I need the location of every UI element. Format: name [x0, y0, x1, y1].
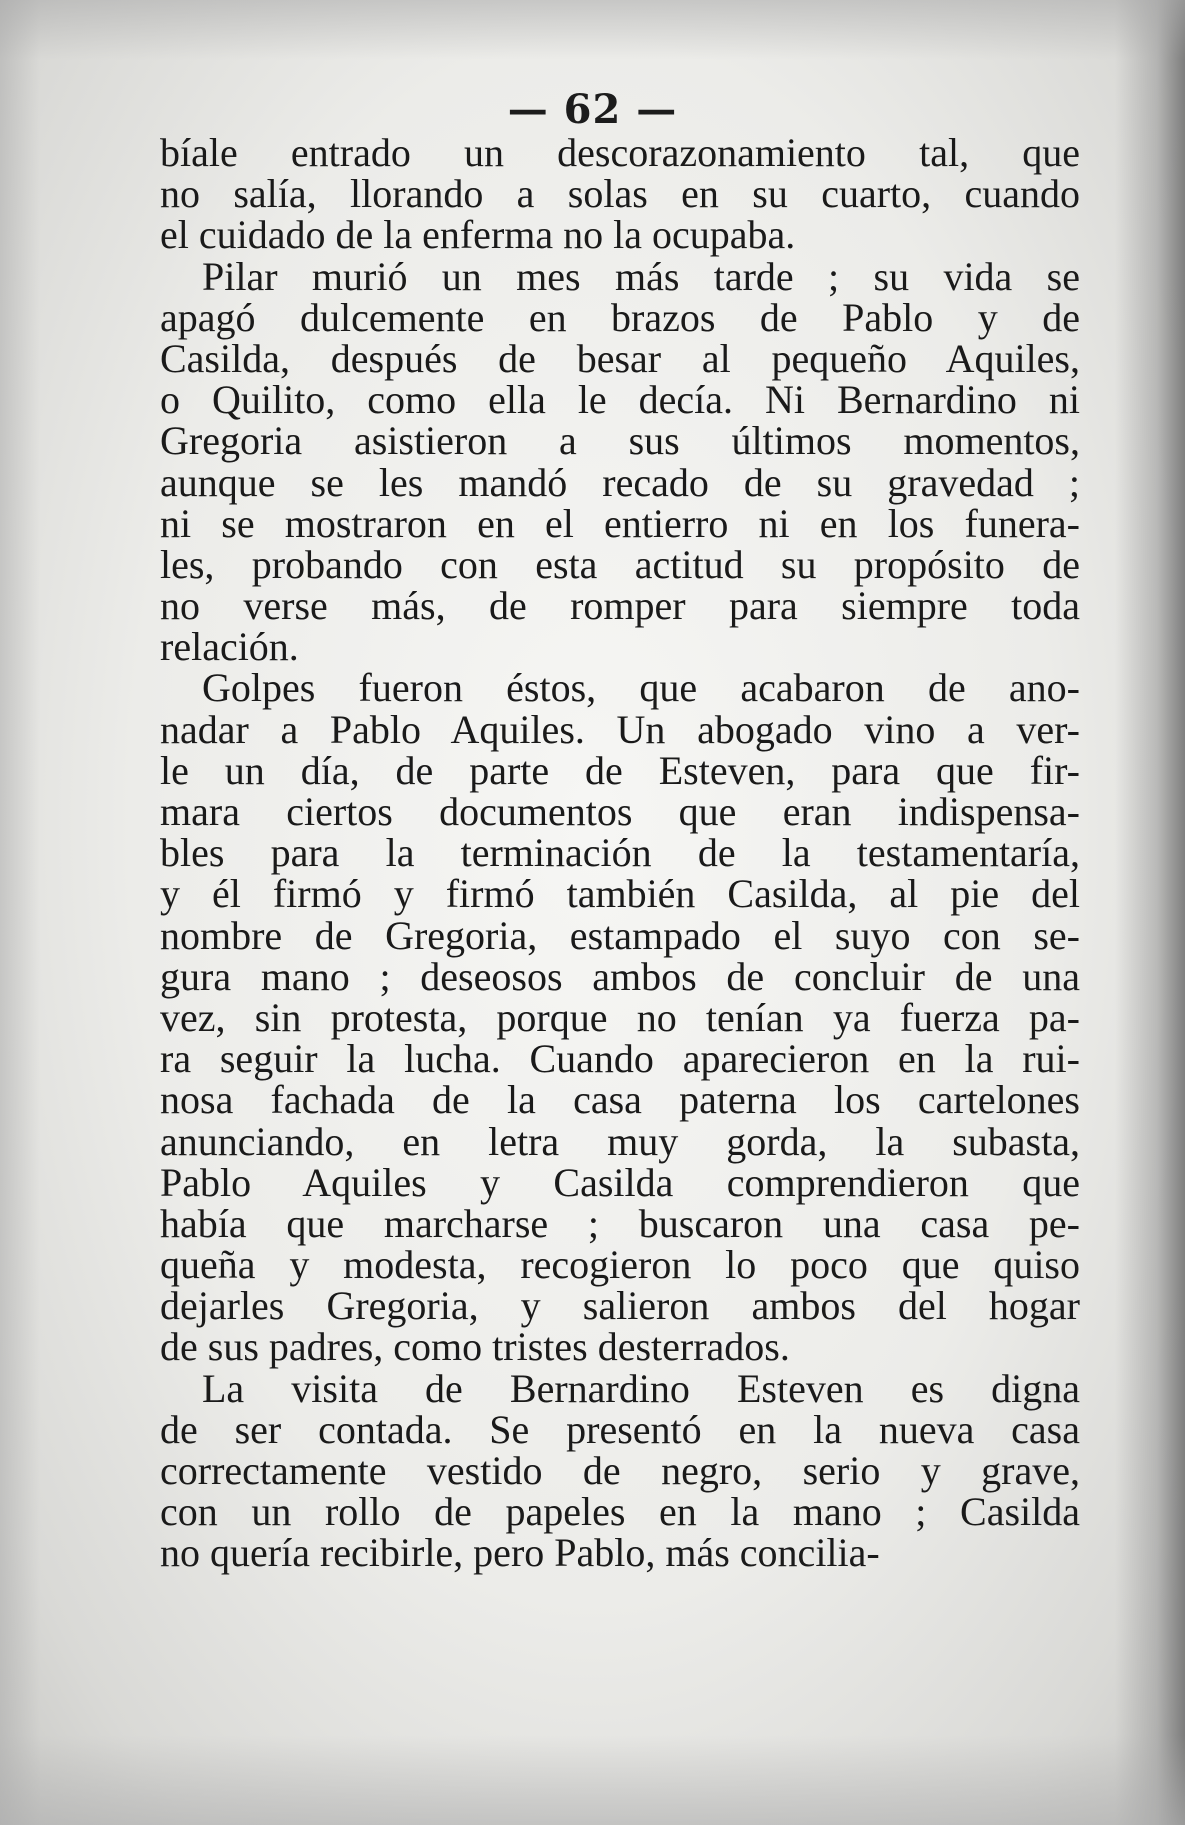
paragraph: [160, 1365, 1080, 1576]
body-text: [160, 132, 1080, 1574]
page-shadow-top: [0, 0, 1185, 60]
text-line: de ser contada. Se presentó en la nueva casa: [160, 1406, 1080, 1452]
text-line: relación.: [160, 624, 299, 670]
page-shadow-left: [0, 0, 40, 1825]
page-shadow-bottom: [0, 1735, 1185, 1825]
text-line: anunciando, en letra muy gorda, la subasta,: [160, 1118, 1080, 1164]
text-line: queña y modesta, recogieron lo poco que quiso: [160, 1242, 1080, 1288]
paragraph: [160, 665, 1080, 1370]
text-line: no verse más, de romper para siempre toda: [160, 583, 1080, 629]
text-line: no salía, llorando a solas en su cuarto, cuando: [160, 171, 1080, 217]
text-line: Gregoria asistieron a sus últimos momentos,: [160, 418, 1080, 464]
text-line: mara ciertos documentos que eran indispensa-: [160, 789, 1080, 834]
text-line: La visita de Bernardino Esteven es digna: [202, 1365, 1080, 1411]
text-line: Golpes fueron éstos, que acabaron de ano-: [202, 665, 1080, 711]
page-shadow-right: [1115, 0, 1185, 1825]
text-line: apagó dulcemente en brazos de Pablo y de: [160, 294, 1080, 340]
text-line: nombre de Gregoria, estampado el suyo con se-: [160, 912, 1080, 958]
text-line: o Quilito, como ella le decía. Ni Bernardino ni: [160, 377, 1080, 423]
text-line: nadar a Pablo Aquiles. Un abogado vino a ver-: [160, 706, 1080, 752]
text-line: bles para la terminación de la testamentaría,: [160, 830, 1080, 876]
text-line: y él firmó y firmó también Casilda, al pie del: [160, 871, 1080, 917]
text-line: les, probando con esta actitud su propósito de: [160, 541, 1080, 587]
text-line: correctamente vestido de negro, serio y grave,: [160, 1448, 1080, 1493]
paragraph: [160, 132, 1080, 256]
text-line: ni se mostraron en el entierro ni en los funera-: [160, 500, 1080, 546]
paragraph: [160, 253, 1080, 670]
page-number: — 62 —: [507, 86, 678, 133]
text-line: bíale entrado un descorazonamiento tal, que: [160, 130, 1080, 175]
text-line: Pilar murió un mes más tarde ; su vida se: [202, 253, 1080, 299]
text-line: el cuidado de la enferma no la ocupaba.: [160, 212, 796, 258]
text-line: de sus padres, como tristes desterrados.: [160, 1324, 790, 1370]
text-line: ra seguir la lucha. Cuando aparecieron en la rui-: [160, 1036, 1080, 1082]
text-line: le un día, de parte de Esteven, para que fir-: [160, 747, 1080, 793]
text-line: había que marcharse ; buscaron una casa pe-: [160, 1200, 1080, 1246]
text-line: con un rollo de papeles en la mano ; Casilda: [160, 1489, 1080, 1535]
text-line: Casilda, después de besar al pequeño Aquiles,: [160, 335, 1080, 381]
text-line: nosa fachada de la casa paterna los cartelones: [160, 1077, 1080, 1123]
text-line: aunque se les mandó recado de su gravedad ;: [160, 459, 1080, 505]
text-line: dejarles Gregoria, y salieron ambos del hogar: [160, 1283, 1080, 1329]
text-line: no quería recibirle, pero Pablo, más concilia-: [160, 1530, 880, 1576]
text-line: Pablo Aquiles y Casilda comprendieron que: [160, 1159, 1080, 1205]
text-line: gura mano ; deseosos ambos de concluir de una: [160, 953, 1080, 999]
text-line: vez, sin protesta, porque no tenían ya fuerza pa-: [160, 994, 1080, 1040]
